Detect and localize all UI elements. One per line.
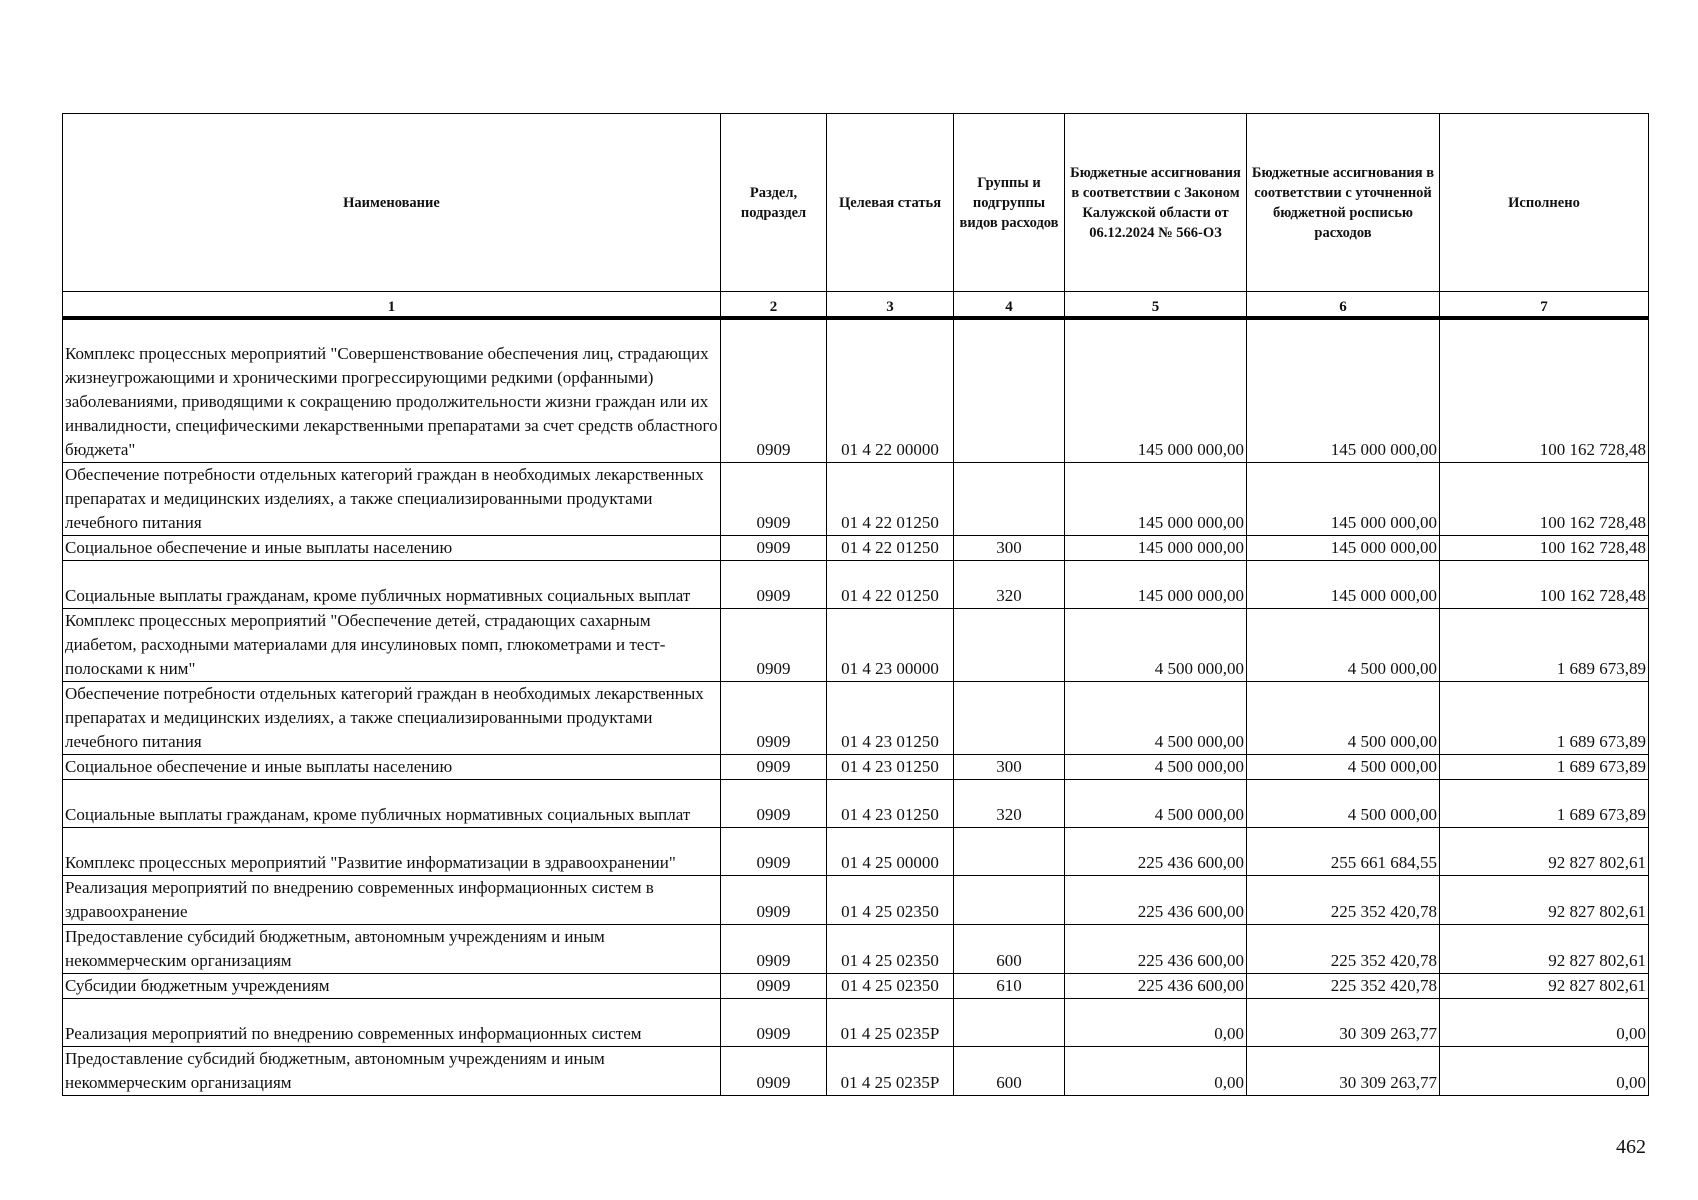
row-expense-group bbox=[954, 608, 1065, 681]
column-number: 6 bbox=[1247, 292, 1440, 319]
row-refined-allocation: 30 309 263,77 bbox=[1247, 998, 1440, 1046]
column-number: 5 bbox=[1065, 292, 1247, 319]
row-executed: 1 689 673,89 bbox=[1440, 779, 1649, 827]
row-name: Социальное обеспечение и иные выплаты населению bbox=[63, 754, 721, 779]
row-executed: 100 162 728,48 bbox=[1440, 462, 1649, 535]
row-refined-allocation: 225 352 420,78 bbox=[1247, 924, 1440, 973]
row-target-article: 01 4 25 02350 bbox=[827, 924, 954, 973]
table-header bbox=[63, 114, 1649, 319]
header-expense-groups: Группы и подгруппы видов расходов bbox=[954, 114, 1065, 292]
row-law-allocation: 225 436 600,00 bbox=[1065, 924, 1247, 973]
row-name: Комплекс процессных мероприятий "Совершенствование обеспечения лиц, страдающих жизнеугрожающими и хроническими прогрессирующими редкими (орфанными) заболеваниями, приводящими к сокращению продолжительности жизни граждан или их инвалидности, специфическими лекарственными препаратами за счет средств областного бюджета" bbox=[63, 318, 721, 462]
row-executed: 92 827 802,61 bbox=[1440, 827, 1649, 875]
row-expense-group bbox=[954, 875, 1065, 924]
row-law-allocation: 225 436 600,00 bbox=[1065, 827, 1247, 875]
row-name: Предоставление субсидий бюджетным, автономным учреждениям и иным некоммерческим организациям bbox=[63, 924, 721, 973]
header-row bbox=[63, 114, 1649, 292]
row-target-article: 01 4 25 02350 bbox=[827, 973, 954, 998]
table-row bbox=[63, 924, 1649, 973]
table-body bbox=[63, 318, 1649, 1095]
row-target-article: 01 4 25 0235P bbox=[827, 1046, 954, 1095]
table-row bbox=[63, 998, 1649, 1046]
header-refined-allocation: Бюджетные ассигнования в соответствии с уточненной бюджетной росписью расходов bbox=[1247, 114, 1440, 292]
row-expense-group bbox=[954, 681, 1065, 754]
row-executed: 92 827 802,61 bbox=[1440, 875, 1649, 924]
table-row bbox=[63, 875, 1649, 924]
column-number: 1 bbox=[63, 292, 721, 319]
row-name: Субсидии бюджетным учреждениям bbox=[63, 973, 721, 998]
row-executed: 1 689 673,89 bbox=[1440, 608, 1649, 681]
row-refined-allocation: 145 000 000,00 bbox=[1247, 318, 1440, 462]
row-executed: 0,00 bbox=[1440, 1046, 1649, 1095]
row-law-allocation: 4 500 000,00 bbox=[1065, 681, 1247, 754]
row-refined-allocation: 4 500 000,00 bbox=[1247, 754, 1440, 779]
row-target-article: 01 4 23 01250 bbox=[827, 754, 954, 779]
header-section: Раздел, подраздел bbox=[721, 114, 827, 292]
row-target-article: 01 4 25 00000 bbox=[827, 827, 954, 875]
row-section: 0909 bbox=[721, 827, 827, 875]
row-section: 0909 bbox=[721, 560, 827, 608]
row-target-article: 01 4 22 00000 bbox=[827, 318, 954, 462]
header-law-allocation: Бюджетные ассигнования в соответствии с Законом Калужской области от 06.12.2024 № 566-ОЗ bbox=[1065, 114, 1247, 292]
row-section: 0909 bbox=[721, 973, 827, 998]
row-section: 0909 bbox=[721, 318, 827, 462]
row-refined-allocation: 145 000 000,00 bbox=[1247, 462, 1440, 535]
row-section: 0909 bbox=[721, 754, 827, 779]
row-name: Социальное обеспечение и иные выплаты населению bbox=[63, 535, 721, 560]
row-refined-allocation: 225 352 420,78 bbox=[1247, 973, 1440, 998]
row-target-article: 01 4 23 00000 bbox=[827, 608, 954, 681]
row-law-allocation: 4 500 000,00 bbox=[1065, 608, 1247, 681]
row-executed: 100 162 728,48 bbox=[1440, 318, 1649, 462]
row-expense-group bbox=[954, 827, 1065, 875]
table-row bbox=[63, 779, 1649, 827]
row-section: 0909 bbox=[721, 535, 827, 560]
table-row bbox=[63, 827, 1649, 875]
row-expense-group: 320 bbox=[954, 779, 1065, 827]
table-row bbox=[63, 462, 1649, 535]
row-expense-group bbox=[954, 462, 1065, 535]
column-number: 3 bbox=[827, 292, 954, 319]
row-refined-allocation: 255 661 684,55 bbox=[1247, 827, 1440, 875]
column-number-row bbox=[63, 292, 1649, 319]
row-law-allocation: 225 436 600,00 bbox=[1065, 973, 1247, 998]
table-row bbox=[63, 318, 1649, 462]
row-target-article: 01 4 25 02350 bbox=[827, 875, 954, 924]
column-number: 7 bbox=[1440, 292, 1649, 319]
row-target-article: 01 4 22 01250 bbox=[827, 560, 954, 608]
row-name: Социальные выплаты гражданам, кроме публичных нормативных социальных выплат bbox=[63, 560, 721, 608]
column-number: 4 bbox=[954, 292, 1065, 319]
row-name: Социальные выплаты гражданам, кроме публичных нормативных социальных выплат bbox=[63, 779, 721, 827]
row-law-allocation: 0,00 bbox=[1065, 998, 1247, 1046]
budget-table bbox=[62, 113, 1649, 1096]
row-target-article: 01 4 22 01250 bbox=[827, 535, 954, 560]
row-expense-group: 320 bbox=[954, 560, 1065, 608]
table-row bbox=[63, 535, 1649, 560]
row-name: Реализация мероприятий по внедрению современных информационных систем bbox=[63, 998, 721, 1046]
row-name: Комплекс процессных мероприятий "Обеспечение детей, страдающих сахарным диабетом, расходными материалами для инсулиновых помп, глюкометрами и тест-полосками к ним" bbox=[63, 608, 721, 681]
row-expense-group: 600 bbox=[954, 1046, 1065, 1095]
row-executed: 92 827 802,61 bbox=[1440, 924, 1649, 973]
row-refined-allocation: 30 309 263,77 bbox=[1247, 1046, 1440, 1095]
row-executed: 1 689 673,89 bbox=[1440, 681, 1649, 754]
row-refined-allocation: 4 500 000,00 bbox=[1247, 681, 1440, 754]
row-name: Обеспечение потребности отдельных категорий граждан в необходимых лекарственных препаратах и медицинских изделиях, а также специализированными продуктами лечебного питания bbox=[63, 462, 721, 535]
header-executed: Исполнено bbox=[1440, 114, 1649, 292]
row-law-allocation: 145 000 000,00 bbox=[1065, 318, 1247, 462]
table-row bbox=[63, 681, 1649, 754]
row-section: 0909 bbox=[721, 779, 827, 827]
row-executed: 100 162 728,48 bbox=[1440, 560, 1649, 608]
column-number: 2 bbox=[721, 292, 827, 319]
row-target-article: 01 4 23 01250 bbox=[827, 779, 954, 827]
row-name: Реализация мероприятий по внедрению современных информационных систем в здравоохранение bbox=[63, 875, 721, 924]
table-row bbox=[63, 560, 1649, 608]
row-name: Предоставление субсидий бюджетным, автономным учреждениям и иным некоммерческим организациям bbox=[63, 1046, 721, 1095]
row-expense-group bbox=[954, 998, 1065, 1046]
row-executed: 0,00 bbox=[1440, 998, 1649, 1046]
row-target-article: 01 4 25 0235P bbox=[827, 998, 954, 1046]
row-target-article: 01 4 22 01250 bbox=[827, 462, 954, 535]
row-section: 0909 bbox=[721, 875, 827, 924]
row-section: 0909 bbox=[721, 924, 827, 973]
row-section: 0909 bbox=[721, 681, 827, 754]
row-expense-group: 300 bbox=[954, 754, 1065, 779]
row-refined-allocation: 145 000 000,00 bbox=[1247, 560, 1440, 608]
row-law-allocation: 145 000 000,00 bbox=[1065, 535, 1247, 560]
row-expense-group: 610 bbox=[954, 973, 1065, 998]
row-law-allocation: 0,00 bbox=[1065, 1046, 1247, 1095]
row-refined-allocation: 4 500 000,00 bbox=[1247, 779, 1440, 827]
table-row bbox=[63, 1046, 1649, 1095]
page-number: 462 bbox=[1616, 1136, 1646, 1158]
row-target-article: 01 4 23 01250 bbox=[827, 681, 954, 754]
row-name: Комплекс процессных мероприятий "Развитие информатизации в здравоохранении" bbox=[63, 827, 721, 875]
row-expense-group bbox=[954, 318, 1065, 462]
table-row bbox=[63, 754, 1649, 779]
row-section: 0909 bbox=[721, 1046, 827, 1095]
row-law-allocation: 145 000 000,00 bbox=[1065, 462, 1247, 535]
header-name: Наименование bbox=[63, 114, 721, 292]
row-executed: 92 827 802,61 bbox=[1440, 973, 1649, 998]
table-row bbox=[63, 973, 1649, 998]
row-expense-group: 600 bbox=[954, 924, 1065, 973]
table-row bbox=[63, 608, 1649, 681]
row-law-allocation: 145 000 000,00 bbox=[1065, 560, 1247, 608]
row-section: 0909 bbox=[721, 998, 827, 1046]
row-refined-allocation: 225 352 420,78 bbox=[1247, 875, 1440, 924]
row-expense-group: 300 bbox=[954, 535, 1065, 560]
row-section: 0909 bbox=[721, 608, 827, 681]
row-executed: 100 162 728,48 bbox=[1440, 535, 1649, 560]
row-refined-allocation: 145 000 000,00 bbox=[1247, 535, 1440, 560]
row-refined-allocation: 4 500 000,00 bbox=[1247, 608, 1440, 681]
row-law-allocation: 4 500 000,00 bbox=[1065, 754, 1247, 779]
row-section: 0909 bbox=[721, 462, 827, 535]
row-law-allocation: 225 436 600,00 bbox=[1065, 875, 1247, 924]
row-law-allocation: 4 500 000,00 bbox=[1065, 779, 1247, 827]
header-target-article: Целевая статья bbox=[827, 114, 954, 292]
row-executed: 1 689 673,89 bbox=[1440, 754, 1649, 779]
row-name: Обеспечение потребности отдельных категорий граждан в необходимых лекарственных препаратах и медицинских изделиях, а также специализированными продуктами лечебного питания bbox=[63, 681, 721, 754]
